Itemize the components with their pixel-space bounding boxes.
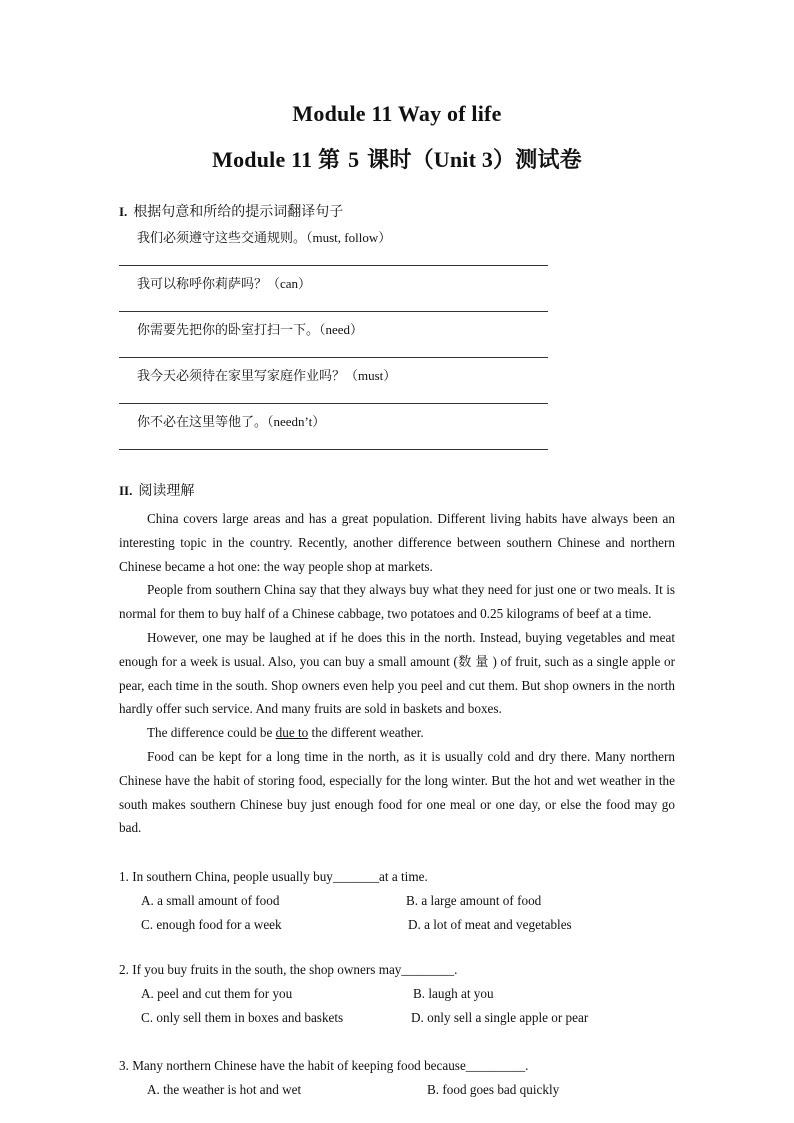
translation-prompt: 我可以称呼你莉萨吗？: [137, 277, 268, 292]
question-2: [119, 958, 679, 1030]
option-a[interactable]: A. a small amount of food: [141, 893, 280, 908]
passage-paragraph: However, one may be laughed at if he does this in the north. Instead, buying vegetables and meat enough for a week is usual. Also, you can buy a small amount (数 量 ) of fruit, such as a single apple or pear, each time in the south. Shop owners even help you peel and cut them. But shop owners in the north hardly offer such service. And many fruits are sold in baskets and boxes.: [119, 629, 675, 717]
question-1: [119, 865, 679, 937]
page-subtitle: [0, 143, 794, 174]
page-title: Module 11 Way of life: [292, 101, 502, 126]
passage-text: the different weather.: [308, 725, 424, 741]
translation-prompt: 你需要先把你的卧室打扫一下。: [137, 323, 320, 338]
option-d[interactable]: D. only sell a single apple or pear: [411, 1010, 589, 1025]
subtitle-lesson-number: 5: [348, 147, 360, 172]
section-1-number: I.: [119, 204, 128, 219]
section-1-title: 根据句意和所给的提示词翻译句子: [133, 204, 344, 220]
translation-item: [137, 411, 325, 430]
answer-line[interactable]: [119, 403, 548, 404]
question-3: [119, 1054, 679, 1102]
translation-item: [137, 227, 391, 246]
option-d[interactable]: D. a lot of meat and vegetables: [408, 917, 572, 932]
section-1-heading: [119, 201, 343, 221]
option-b[interactable]: B. laugh at you: [413, 986, 494, 1001]
subtitle-unit: Unit 3: [433, 147, 494, 172]
question-stem: 2. If you buy fruits in the south, the shop owners may________.: [119, 962, 458, 977]
option-c[interactable]: C. only sell them in boxes and baskets: [141, 1010, 344, 1025]
section-2-number: II.: [119, 483, 133, 498]
subtitle-module: Module 11: [212, 147, 319, 172]
passage-paragraph: China covers large areas and has a great population. Different living habits have always been an interesting topic in the country. Recently, another difference between southern Chinese and northern Chinese became a hot one: the way people shop at markets.: [119, 511, 675, 574]
translation-hint: （must）: [345, 368, 397, 383]
section-2-title: 阅读理解: [138, 483, 195, 499]
option-a[interactable]: A. peel and cut them for you: [141, 986, 293, 1001]
translation-hint: （must, follow）: [306, 230, 392, 245]
translation-prompt: 你不必在这里等他了。: [137, 415, 268, 430]
section-2-heading: [119, 480, 194, 500]
option-b[interactable]: B. food goes bad quickly: [427, 1082, 560, 1097]
subtitle-test-label: ）测试卷: [493, 148, 582, 173]
passage-paragraph: People from southern China say that they always buy what they need for just one or two meals. It is normal for them to buy half of a Chinese cabbage, two potatoes and 0.25 kilograms of beef at a time.: [119, 582, 675, 622]
passage-text: The difference could be: [147, 725, 276, 741]
translation-prompt: 我们必须遵守这些交通规则。: [137, 231, 307, 246]
translation-hint: （needn’t）: [267, 414, 326, 429]
option-c[interactable]: C. enough food for a week: [141, 917, 282, 932]
answer-line[interactable]: [119, 449, 548, 450]
answer-line[interactable]: [119, 357, 548, 358]
translation-item: [137, 365, 396, 384]
question-stem: 1. In southern China, people usually buy_______at a time.: [119, 869, 428, 884]
option-b[interactable]: B. a large amount of food: [406, 893, 542, 908]
question-stem: 3. Many northern Chinese have the habit of keeping food because_________.: [119, 1058, 529, 1073]
answer-line[interactable]: [119, 265, 548, 266]
answer-line[interactable]: [119, 311, 548, 312]
translation-item: [137, 273, 311, 292]
subtitle-lesson-suffix: 课时（: [359, 148, 434, 173]
translation-hint: （can）: [267, 276, 312, 291]
translation-hint: （need）: [319, 322, 364, 337]
passage-paragraph: Food can be kept for a long time in the north, as it is usually cold and dry there. Many northern Chinese have the habit of storing food, especially for the long winter. But the hot and wet weather in the south makes southern Chinese buy just enough food for one meal or one day, or else the food may go bad.: [119, 748, 675, 836]
option-a[interactable]: A. the weather is hot and wet: [147, 1082, 302, 1097]
underlined-phrase: due to: [275, 725, 309, 741]
translation-item: [137, 319, 363, 338]
subtitle-lesson-prefix: 第: [318, 148, 349, 173]
reading-passage: [119, 507, 675, 840]
passage-paragraph: [119, 721, 675, 745]
translation-prompt: 我今天必须待在家里写家庭作业吗？: [137, 369, 346, 384]
